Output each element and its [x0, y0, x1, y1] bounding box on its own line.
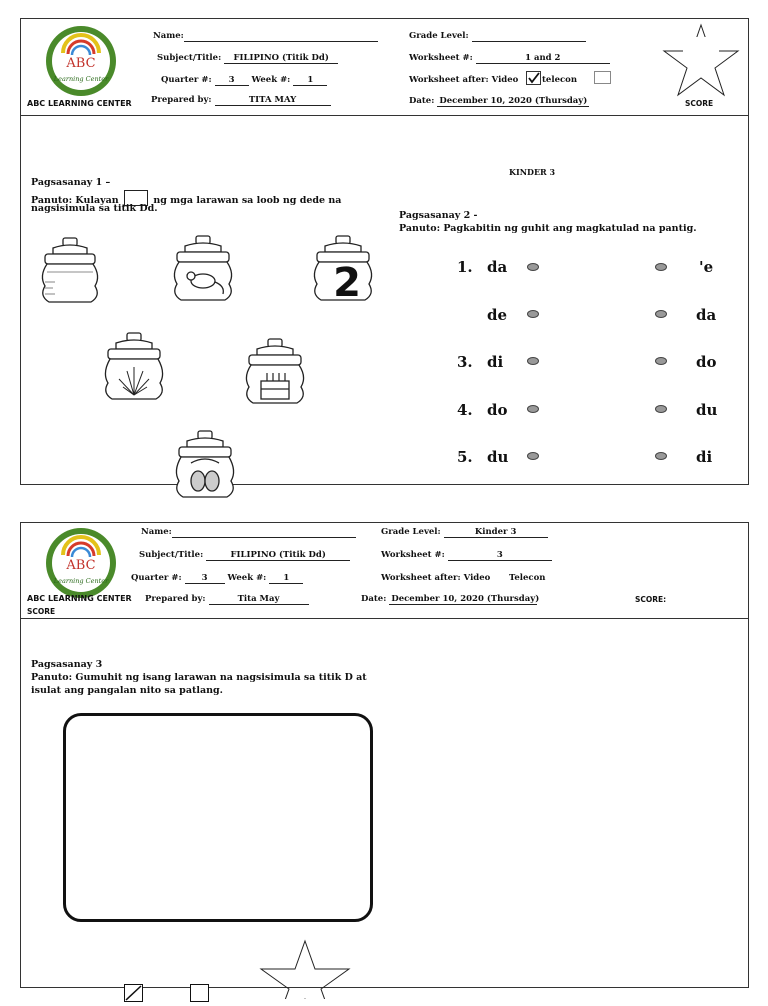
- date-field: Date: December 10, 2020 (Thursday): [361, 594, 540, 604]
- match-left-syllable: da: [487, 258, 508, 276]
- header-divider: [21, 115, 748, 116]
- match-left-syllable: du: [487, 448, 509, 466]
- bottle-number-two-icon: [305, 234, 381, 304]
- grade-level-field: Grade Level: Kinder 3: [381, 527, 548, 538]
- svg-text:Learning Center: Learning Center: [53, 75, 109, 83]
- drawing-box[interactable]: [63, 713, 373, 922]
- extra-checkbox[interactable]: [594, 71, 611, 84]
- bottle-mouse-icon: [167, 234, 239, 304]
- score-star-icon: [661, 21, 741, 99]
- telecon-label: Telecon: [509, 573, 546, 583]
- quarter-week-field: Quarter #: 3 Week #: 1: [131, 573, 303, 584]
- left-connector-dot[interactable]: [527, 452, 539, 460]
- exercise-2-title: Pagsasanay 2 -: [399, 210, 478, 221]
- right-connector-dot[interactable]: [655, 405, 667, 413]
- svg-text:ABC: ABC: [66, 56, 96, 71]
- abc-logo: [41, 525, 121, 601]
- quarter-week-field: Quarter #: 3 Week #: 1: [161, 75, 327, 86]
- right-connector-dot[interactable]: [655, 263, 667, 271]
- match-number: 3.: [457, 353, 473, 371]
- checkmark-icon: [527, 72, 540, 84]
- date-field: Date: December 10, 2020 (Thursday): [409, 96, 589, 107]
- score-inline-label: SCORE:: [635, 595, 667, 604]
- match-left-syllable: do: [487, 401, 508, 419]
- telecon-checkbox[interactable]: [526, 71, 541, 85]
- match-left-syllable: de: [487, 306, 508, 324]
- right-connector-dot[interactable]: [655, 310, 667, 318]
- match-left-syllable: di: [487, 353, 504, 371]
- match-right-syllable: da: [696, 306, 717, 324]
- exercise-1-title: Pagsasanay 1 –: [31, 177, 111, 188]
- right-connector-dot[interactable]: [655, 357, 667, 365]
- check-slash-icon: [125, 985, 142, 1001]
- match-right-syllable: 'e: [699, 258, 714, 276]
- bottle-cake-icon: [239, 337, 311, 407]
- exercise-1-instruction: Panuto: Kulayan ng mga larawan sa loob ng dede na: [31, 190, 341, 207]
- worksheet-after-field: Worksheet after: Video: [381, 573, 491, 583]
- left-connector-dot[interactable]: [527, 357, 539, 365]
- subject-field: Subject/Title: FILIPINO (Titik Dd): [157, 53, 338, 64]
- exercise-3-instruction-cont: isulat ang pangalan nito sa patlang.: [31, 685, 223, 696]
- match-right-syllable: di: [696, 448, 713, 466]
- center-name: ABC LEARNING CENTER: [27, 99, 132, 108]
- left-connector-dot[interactable]: [527, 263, 539, 271]
- score-label: SCORE: [685, 99, 714, 108]
- score-label: SCORE: [27, 607, 56, 616]
- name-field: Name:: [141, 527, 356, 538]
- worksheet-number-field: Worksheet #: 1 and 2: [409, 53, 610, 64]
- score-star-icon: [257, 937, 353, 999]
- exercise-3-instruction: Panuto: Gumuhit ng isang larawan na nagsisimula sa titik D at: [31, 672, 367, 683]
- worksheet-page-1: [20, 18, 749, 485]
- worksheet-number-field: Worksheet #: 3: [381, 550, 552, 561]
- abc-logo: [41, 23, 121, 99]
- prepared-by-field: Prepared by: TITA MAY: [151, 95, 331, 106]
- prepared-by-field: Prepared by: Tita May: [145, 594, 309, 605]
- bottle-bow-icon: [167, 429, 243, 501]
- match-number: 1.: [457, 258, 473, 276]
- worksheet-after-field: Worksheet after: Video: [409, 75, 519, 85]
- video-checkbox[interactable]: [124, 984, 143, 1002]
- name-field: Name:: [153, 31, 378, 42]
- left-connector-dot[interactable]: [527, 310, 539, 318]
- exercise-3-title: Pagsasanay 3: [31, 659, 103, 670]
- header-divider: [21, 618, 748, 619]
- center-name: ABC LEARNING CENTER: [27, 594, 132, 603]
- grade-level-field: Grade Level:: [409, 31, 586, 42]
- svg-text:Learning Center: Learning Center: [53, 577, 109, 585]
- telecon-label: telecon: [542, 75, 577, 85]
- exercise-1-instruction-cont: nagsisimula sa titik Dd.: [31, 203, 158, 214]
- svg-text:2: 2: [333, 260, 361, 304]
- match-number: 5.: [457, 448, 473, 466]
- match-number: 4.: [457, 401, 473, 419]
- telecon-checkbox[interactable]: [190, 984, 209, 1002]
- kinder-label: KINDER 3: [509, 167, 556, 177]
- worksheet-page-2: [20, 522, 749, 988]
- bottle-grass-icon: [97, 331, 171, 403]
- match-right-syllable: do: [696, 353, 717, 371]
- exercise-2-instruction: Panuto: Pagkabitin ng guhit ang magkatulad na pantig.: [399, 223, 697, 234]
- match-right-syllable: du: [696, 401, 718, 419]
- bottle-plain-icon: [35, 236, 105, 306]
- subject-field: Subject/Title: FILIPINO (Titik Dd): [139, 550, 350, 561]
- svg-text:ABC: ABC: [66, 558, 96, 573]
- left-connector-dot[interactable]: [527, 405, 539, 413]
- right-connector-dot[interactable]: [655, 452, 667, 460]
